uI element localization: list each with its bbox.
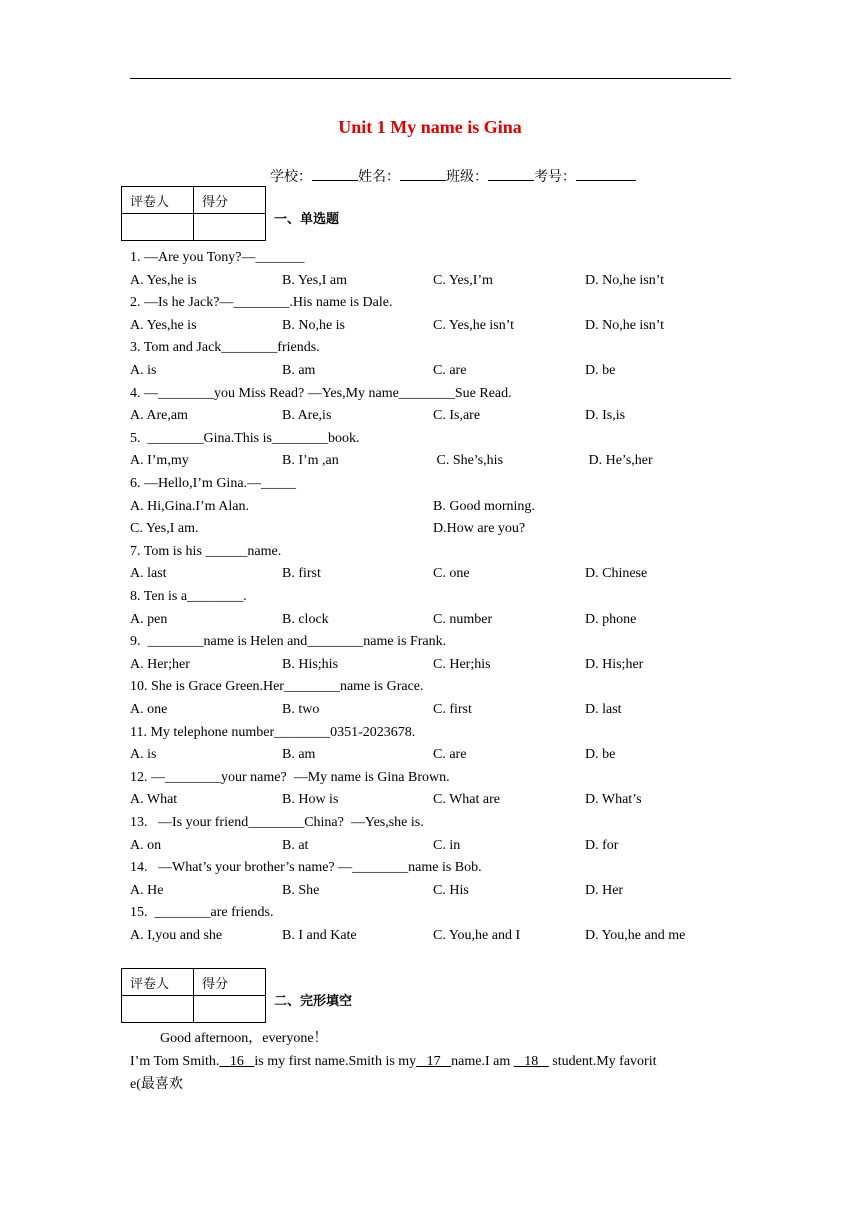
option-d: D. be — [585, 747, 616, 763]
option-b: B. at — [282, 837, 309, 853]
section-title-2: 二、完形填空 — [274, 994, 353, 1009]
school-label: 学校： — [270, 170, 312, 185]
option-b: B. No,he is — [282, 317, 345, 333]
option-a: A. Yes,he is — [130, 317, 197, 333]
option-b: B. I and Kate — [282, 928, 357, 943]
option-a: A. I,you and she — [130, 928, 223, 943]
option-a: A. I’m,my — [130, 453, 189, 469]
score-cell — [194, 996, 266, 1023]
option-b: B. Yes,I am — [282, 272, 347, 288]
option-d: D. You,he and me — [585, 928, 686, 943]
question-stem: 1. —Are you Tony?—_______ — [130, 250, 305, 265]
option-b: B. two — [282, 702, 320, 717]
question-stem: 4. —________you Miss Read? —Yes,My name________Sue Read. — [130, 385, 512, 401]
option-c: C. one — [433, 566, 470, 582]
option-a: A. on — [130, 837, 162, 853]
option-c: C. are — [433, 363, 467, 378]
class-label: 班级： — [446, 170, 488, 185]
question-stem: 6. —Hello,I’m Gina.—_____ — [130, 476, 297, 491]
cloze-text: student.My favorit — [548, 1054, 657, 1069]
option-a: A. Yes,he is — [130, 272, 197, 288]
option-d: D. for — [585, 837, 619, 853]
option-b: B. first — [282, 566, 321, 582]
option-d: D. Her — [585, 882, 624, 898]
option-b: B. clock — [282, 611, 329, 627]
cloze-line-2: e(最喜欢 — [130, 1077, 183, 1092]
question-stem: 2. —Is he Jack?—________.His name is Dale. — [130, 295, 393, 311]
option-a: A. He — [130, 882, 164, 898]
option-a: A. is — [130, 363, 157, 378]
option-d: D.How are you? — [433, 521, 526, 537]
question-stem: 11. My telephone number________0351-2023678. — [130, 724, 416, 740]
score-label: 得分 — [194, 187, 266, 214]
option-d: D. Is,is — [585, 408, 626, 424]
option-a: A. Hi,Gina.I’m Alan. — [130, 498, 249, 514]
score-table-1 — [121, 186, 266, 241]
option-b: B. She — [282, 882, 320, 898]
option-c: C. His — [433, 882, 469, 898]
class-blank — [488, 166, 534, 181]
question-stem: 10. She is Grace Green.Her________name is Grace. — [130, 679, 424, 695]
option-d: D. phone — [585, 611, 637, 627]
exam-label: 考号： — [534, 170, 576, 185]
option-b: B. His;his — [282, 656, 339, 672]
option-a: A. What — [130, 792, 178, 808]
option-a: A. Her;her — [130, 656, 190, 672]
option-d: D. Chinese — [585, 566, 648, 582]
cloze-text: name.I am — [451, 1054, 514, 1069]
school-blank — [312, 166, 358, 181]
question-stem: 12. —________your name? —My name is Gina Brown. — [130, 769, 450, 785]
name-label: 姓名： — [358, 170, 400, 185]
option-b: B. I’m ,an — [282, 453, 339, 469]
option-c: C. first — [433, 702, 472, 717]
option-c: C. Yes,I’m — [433, 272, 493, 288]
option-d: D. be — [585, 363, 616, 378]
question-stem: 3. Tom and Jack________friends. — [130, 340, 320, 356]
cloze-greeting: Good afternoon，everyone！ — [160, 1031, 328, 1046]
option-a: A. one — [130, 702, 168, 717]
option-c: C. Yes,he isn’t — [433, 317, 515, 333]
option-b: B. How is — [282, 792, 339, 808]
option-c: C. Is,are — [433, 408, 481, 424]
grader-label: 评卷人 — [122, 969, 194, 996]
exam-blank — [576, 166, 636, 181]
blank-17: 17 — [416, 1054, 452, 1069]
student-info-line — [270, 166, 636, 186]
grader-label: 评卷人 — [122, 187, 194, 214]
question-stem: 13. —Is your friend________China? —Yes,she is. — [130, 815, 424, 830]
question-stem: 15. ________are friends. — [130, 905, 274, 921]
option-c: C. are — [433, 747, 467, 763]
option-c: C. Yes,I am. — [130, 521, 199, 537]
option-d: D. No,he isn’t — [585, 272, 665, 288]
page-title: Unit 1 My name is Gina — [338, 117, 522, 137]
option-c: C. Her;his — [433, 656, 491, 672]
option-a: A. is — [130, 747, 157, 763]
option-b: B. am — [282, 363, 316, 378]
option-c: C. number — [433, 611, 493, 627]
option-b: B. Good morning. — [433, 498, 535, 514]
question-stem: 9. ________name is Helen and________name is Frank. — [130, 634, 447, 650]
option-d: D. What’s — [585, 792, 642, 808]
blank-16: 16 — [219, 1054, 255, 1069]
question-stem: 14. —What’s your brother’s name? —________name is Bob. — [130, 860, 482, 876]
score-table-2 — [121, 968, 266, 1023]
option-b: B. am — [282, 747, 316, 763]
option-a: A. last — [130, 566, 167, 582]
name-blank — [400, 166, 446, 181]
option-c: C. You,he and I — [433, 928, 521, 943]
cloze-text: I’m Tom Smith. — [130, 1054, 220, 1069]
question-stem: 5. ________Gina.This is________book. — [130, 430, 360, 446]
option-d: D. last — [585, 702, 622, 717]
grader-cell — [122, 214, 194, 241]
blank-18: 18 — [513, 1054, 549, 1069]
option-c: C. in — [433, 837, 461, 853]
option-a: A. pen — [130, 611, 168, 627]
option-d: D. His;her — [585, 656, 644, 672]
cloze-text: is my first name.Smith is my — [254, 1054, 417, 1069]
header-rule — [130, 78, 731, 79]
option-c: C. She’s,his — [433, 453, 504, 469]
option-d: D. He’s,her — [585, 453, 653, 469]
grader-cell — [122, 996, 194, 1023]
score-cell — [194, 214, 266, 241]
section-title-1: 一、单选题 — [274, 212, 340, 227]
question-stem: 7. Tom is his ______name. — [130, 543, 282, 559]
cloze-line-1 — [130, 1052, 656, 1072]
option-b: B. Are,is — [282, 408, 332, 424]
question-stem: 8. Ten is a________. — [130, 589, 247, 604]
option-d: D. No,he isn’t — [585, 317, 665, 333]
score-label: 得分 — [194, 969, 266, 996]
option-c: C. What are — [433, 792, 500, 808]
option-a: A. Are,am — [130, 408, 188, 424]
